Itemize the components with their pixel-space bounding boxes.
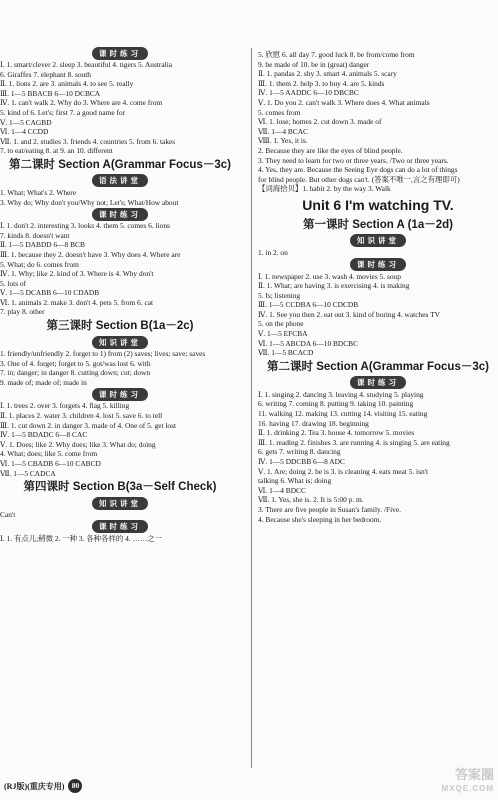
column-divider <box>251 48 252 768</box>
answer-line: 7. kinds 8. doesn't want <box>0 230 70 240</box>
answer-line: Ⅳ. 1—5 AADDC 6—10 DBCBC <box>258 88 359 98</box>
answer-line: 5. Is; listening <box>258 290 301 300</box>
lesson-heading: 第二课时 Section A(Grammar Focus－3c) <box>9 158 231 171</box>
answer-line: Ⅱ. 1. lions 2. are 3. animals 4. to see 5. really <box>0 79 134 89</box>
section-banner <box>0 496 240 510</box>
right-column <box>258 0 498 524</box>
answer-line: Ⅲ. 1. because they 2. doesn't have 3. Why does 4. Where are <box>0 249 181 259</box>
answer-line: for blind people. But other dogs can't. (答案不唯一,言之有理即可) <box>258 174 460 184</box>
answer-line: 5. on the phone <box>258 319 304 329</box>
answer-line: Ⅱ. 1. What; are having 3. is exercising 4. is making <box>258 281 410 291</box>
answer-line: Ⅵ. 1—4 BDCC <box>258 485 306 495</box>
answer-line: 7. play 8. other <box>0 307 45 317</box>
answer-line: 4. Because she's sleeping in her bedroom. <box>258 514 382 524</box>
page-footer <box>4 779 82 793</box>
answer-line: 16. having 17. drawing 18. beginning <box>258 418 369 428</box>
section-banner <box>0 207 240 221</box>
answer-line: Ⅴ. 1. Does; like 2. Why does; like 3. What do; doing <box>0 439 156 449</box>
section-banner <box>0 520 240 534</box>
section-banner <box>0 387 240 401</box>
answer-line: Ⅳ. 1—5 DDCBB 6—8 ADC <box>258 457 345 466</box>
answer-line: Ⅵ. 1. animals 2. make 3. don't 4. pets 5. from 6. cat <box>0 297 154 307</box>
answer-line: Ⅴ. 1—5 CAGBD <box>0 117 52 127</box>
answer-line: Ⅳ. 1. can't walk 2. Why do 3. Where are 4. come from <box>0 98 163 108</box>
lesson-heading: 第四课时 Section B(3a－Self Check) <box>23 481 217 494</box>
section-banner <box>258 234 498 248</box>
banner-label: 语法讲堂 <box>92 174 148 187</box>
answer-line: Ⅰ. 1. singing 2. dancing 3. leaving 4. studying 5. playing <box>258 389 424 399</box>
lesson-heading: 第二课时 Section A(Grammar Focus－3c) <box>267 360 489 373</box>
answer-line: 5. 欣慰 6. all day 7. good luck 8. be from/come from <box>258 50 415 59</box>
answer-line: Ⅴ. 1—5 EFCBA <box>258 329 308 339</box>
answer-line: 7. to eat/eating 8. at 9. an 10. different <box>0 146 113 156</box>
watermark <box>442 768 494 796</box>
answer-line: 6. writing 7. coming 8. putting 9. taking 10. painting <box>258 399 414 409</box>
answer-line: talking 6. What is; doing <box>258 476 332 486</box>
banner-label: 课时练习 <box>92 208 148 221</box>
answer-line: Ⅱ. 1—5 DABDD 6—8 BCB <box>0 240 85 250</box>
answer-line: 4. What; does; like 5. come from <box>0 449 98 459</box>
answer-line: 9. made of; made of; made in <box>0 377 87 387</box>
answer-line: Ⅳ. 1—5 BDADC 6—8 CAC <box>0 430 88 440</box>
answer-line: 2. Because they are like the eyes of blind people. <box>258 145 403 155</box>
answer-line: 9. be made of 10. be in (great) danger <box>258 59 370 69</box>
answer-line: Ⅵ. 1—5 CBADB 6—10 CABCD <box>0 459 101 468</box>
answer-line: Can't <box>0 510 16 520</box>
unit-title: Unit 6 I'm watching TV. <box>302 196 454 213</box>
answer-line: 6. gets 7. writing 8. dancing <box>258 447 341 457</box>
answer-line: 1. What; What's 2. Where <box>0 187 77 197</box>
answer-line: Ⅲ. 1. cut down 2. in danger 3. made of 4. One of 5. get lost <box>0 420 177 430</box>
banner-label: 课时练习 <box>92 520 148 533</box>
answer-line: Ⅵ. 1. lose; homes 2. cut down 3. made of <box>258 117 382 127</box>
answer-line: 3. One of 4. forget; forget to 5. got/was lost 6. with <box>0 358 151 368</box>
answer-line: Ⅶ. 1. and 2. studies 3. friends 4. countries 5. from 6. takes <box>0 136 176 146</box>
watermark-line1: 答案圈 <box>454 767 494 782</box>
answer-line: 3. Why do; Why don't you/Why not; Let's; What/How about <box>0 197 179 207</box>
answer-line: 5. kind of 6. Let's; first 7. a good name for <box>0 107 126 117</box>
section-banner <box>258 376 498 390</box>
answer-line: 1. in 2. on <box>258 247 288 257</box>
answer-line: Ⅶ. 1—5 BCACD <box>258 348 314 358</box>
banner-label: 知识讲堂 <box>92 336 148 349</box>
answer-line: 3. There are five people in Susan's family. /Five. <box>258 504 401 514</box>
section-banner <box>0 335 240 349</box>
answer-line: Ⅳ. 1. See you then 2. eat out 3. kind of boring 4. watches TV <box>258 309 440 319</box>
section-banner <box>0 174 240 188</box>
banner-label: 课时练习 <box>350 258 406 271</box>
answer-line: 5. comes from <box>258 107 301 117</box>
answer-line: Ⅷ. 1. Yes, it is. <box>258 136 308 146</box>
watermark-line2: MXQE.COM <box>441 784 494 793</box>
answer-line: 11. walking 12. making 13. cutting 14. visiting 15. eating <box>258 409 428 419</box>
answer-line: Ⅲ. 1—5 BBACB 6—10 DCBCA <box>0 88 101 98</box>
banner-label: 课时练习 <box>350 376 406 389</box>
answer-line: Ⅴ. 1. Are; doing 2. he is 3. is cleaning 4. eats meat 5. isn't <box>258 466 429 476</box>
answer-line: Ⅰ. 1. smart/clever 2. sleep 3. beautiful 4. tigers 5. Australia <box>0 60 173 69</box>
answer-line: 7. in; danger; in danger 8. cutting down; cut; down <box>0 368 151 378</box>
answer-line: Ⅶ. 1. Yes, she is. 2. It is 5:00 p. m. <box>258 495 364 505</box>
answer-line: Ⅰ. 1. trees 2. over 3. forgets 4. flag 5. killing <box>0 401 130 411</box>
banner-label: 课时练习 <box>92 47 148 60</box>
answer-line: Ⅴ. 1—5 DCABB 6—10 CDADB <box>0 288 100 298</box>
answer-line: 4. Yes, they are. Because the Seeing Eye dogs can do a lot of things <box>258 165 458 175</box>
answer-line: 1. friendly/unfriendly 2. forget to 1) from (2) saves; lives; save; saves <box>0 349 206 359</box>
answer-line: Ⅰ. 1. don't 2. interesting 3. looks 4. them 5. comes 6. lions <box>0 221 170 231</box>
lesson-heading: 第三课时 Section B(1a－2c) <box>46 320 194 333</box>
section-banner <box>0 46 240 60</box>
answer-line: 5. What; do 6. comes from <box>0 259 79 269</box>
answer-line: Ⅱ. 1. drinking 2. Tea 3. house 4. tomorrow 5. movies <box>258 428 415 438</box>
answer-line: 【词海拾贝】1. habit 2. by the way 3. Walk <box>258 184 391 194</box>
answer-line: Ⅵ. 1—4 CCDD <box>0 127 49 137</box>
answer-line: Ⅶ. 1—5 CADCA <box>0 468 56 478</box>
answer-line: 6. Giraffes 7. elephant 8. south <box>0 69 91 79</box>
answer-line: 5. lots of <box>0 278 27 288</box>
answer-line: Ⅴ. 1. Do you 2. can't walk 3. Where does 4. What animals <box>258 97 430 107</box>
page-number: 80 <box>68 779 82 793</box>
banner-label: 课时练习 <box>92 388 148 401</box>
answer-line: Ⅰ. 1. newspaper 2. use 3. wash 4. movies 5. soup <box>258 271 401 281</box>
answer-line: Ⅱ. 1. pandas 2. shy 3. smart 4. animals 5. scary <box>258 69 397 79</box>
section-banner <box>258 258 498 272</box>
lesson-heading: 第一课时 Section A (1a－2d) <box>303 218 453 231</box>
answer-line: Ⅱ. 1. places 2. water 3. children 4. lost 5. save 6. to tell <box>0 411 163 421</box>
answer-line: Ⅲ. 1. reading 2. finishes 3. are running 4. is singing 5. are eating <box>258 437 450 447</box>
banner-label: 知识讲堂 <box>92 497 148 510</box>
answer-line: Ⅲ. 1. them 2. help 3. to buy 4. are 5. kinds <box>258 78 385 88</box>
answer-line: Ⅶ. 1—4 BCAC <box>258 126 308 136</box>
left-column <box>0 0 240 543</box>
banner-label: 知识讲堂 <box>350 234 406 247</box>
answer-line: Ⅳ. 1. Why; like 2. kind of 3. Where is 4. Why don't <box>0 269 154 279</box>
edition-label: (RJ版)(重庆专用) <box>4 781 65 791</box>
answer-line: Ⅵ. 1—5 ABCDA 6—10 BDCBC <box>258 338 359 348</box>
answer-line: Ⅰ. 1. 有点儿;稍微 2. 一种 3. 各种各样的 4. ……之一 <box>0 533 163 543</box>
answer-line: 3. They need to learn for two or three years. /Two or three years. <box>258 155 449 165</box>
answer-line: Ⅲ. 1—5 CCDBA 6—10 CDCDB <box>258 300 359 310</box>
